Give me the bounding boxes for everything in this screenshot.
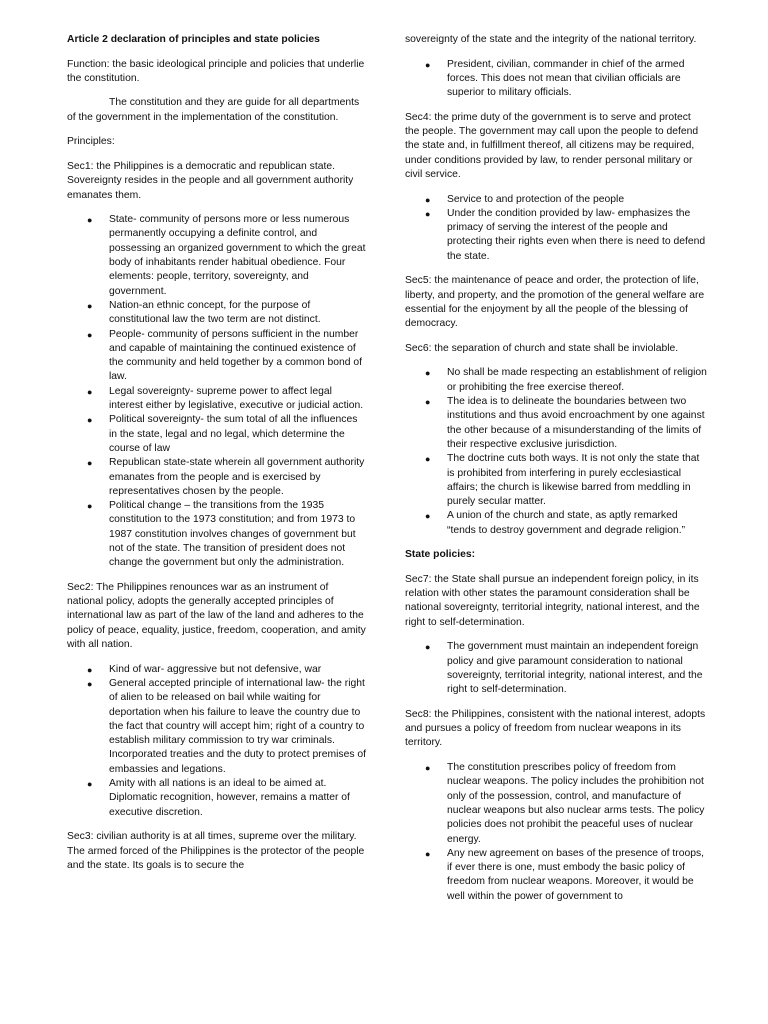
bullet-icon: ●	[87, 415, 93, 426]
list-item-text: Amity with all nations is an ideal to be aimed at. Diplomatic recognition, however, remains a matter of executive discretion.	[109, 778, 350, 818]
sec2-list	[67, 663, 367, 820]
list-item	[67, 499, 367, 570]
list-item-text: The government must maintain an independent foreign policy and give paramount consideration to national sovereignty, territorial integrity, national interest, and the right to self-determination.	[447, 641, 703, 696]
list-item	[405, 207, 707, 264]
list-item	[67, 677, 367, 777]
list-item-text: State- community of persons more or less numerous permanently occupying a definite control, and possessing an organized government to which the great body of inhabitants render habitual obedience. Four elements: people, territory, sovereignty, and government.	[109, 214, 366, 297]
list-item-text: Kind of war- aggressive but not defensive, war	[109, 663, 322, 675]
list-item-text: Political change – the transitions from the 1935 constitution to the 1973 constitution; and from 1973 to 1987 constitution involves changes of government but not of the state. The transition of president does not change the government but only the administration.	[109, 500, 356, 569]
list-item-text: General accepted principle of international law- the right of alien to be released on bail while waiting for deportation when his failure to leave the country due to the fact that country will accept him; right of a country to establish military commission to try war criminals. Incorporated treaties and the duty to protect premises of embassies and legations.	[109, 677, 367, 775]
document-title: Article 2 declaration of principles and state policies	[67, 34, 320, 45]
sec3-continuation: sovereignty of the state and the integrity of the national territory.	[405, 34, 697, 45]
list-item	[405, 58, 707, 101]
list-item-text: A union of the church and state, as aptly remarked “tends to destroy government and degrade religion.”	[447, 510, 686, 536]
list-item	[67, 328, 367, 385]
list-item	[405, 509, 707, 538]
bullet-icon: ●	[87, 386, 93, 397]
sec1-paragraph: Sec1: the Philippines is a democratic and republican state. Sovereignty resides in the people and all government authority emanates them.	[67, 160, 354, 201]
list-item	[67, 413, 367, 456]
list-item-text: People- community of persons sufficient in the number and capable of maintaining the continued existence of the community and held together by a common bond of law.	[109, 328, 362, 383]
list-item	[405, 847, 707, 904]
bullet-icon: ●	[425, 59, 431, 70]
bullet-icon: ●	[87, 458, 93, 469]
bullet-icon: ●	[425, 763, 431, 774]
list-item-text: Under the condition provided by law- emphasizes the primacy of serving the interest of the people and protecting their rights even when there is need to defend the state.	[447, 207, 706, 262]
sec4-paragraph: Sec4: the prime duty of the government is to serve and protect the people. The government may call upon the people to defend the state and, in fulfillment thereof, all citizens may be required, under conditions provided by law, to render personal military or civil service.	[405, 111, 699, 180]
bullet-icon: ●	[425, 848, 431, 859]
list-item-text: President, civilian, commander in chief of the armed forces. This does not mean that civilian officials are superior to military officials.	[447, 58, 685, 99]
bullet-icon: ●	[425, 454, 431, 465]
list-item	[405, 366, 707, 395]
list-item	[405, 395, 707, 452]
list-item-text: Legal sovereignty- supreme power to affect legal interest either by legislative, executive or judicial action.	[109, 385, 364, 412]
sec7-paragraph: Sec7: the State shall pursue an independent foreign policy, in its relation with other states the paramount consideration shall be national sovereignty, territorial integrity, national interest, and the right to self-determination.	[405, 573, 700, 628]
list-item	[67, 456, 367, 499]
list-item	[67, 385, 367, 414]
list-item-text: Republican state-state wherein all government authority emanates from the people and is exercised by representatives chosen by the people.	[109, 457, 365, 497]
sec8-paragraph: Sec8: the Philippines, consistent with the national interest, adopts and pursues a policy of freedom from nuclear weapons in its territory.	[405, 708, 706, 749]
sec8-list	[405, 761, 707, 904]
bullet-icon: ●	[425, 208, 431, 219]
list-item-text: No shall be made respecting an establishment of religion or prohibiting the free exercise thereof.	[447, 367, 707, 393]
list-item-text: The idea is to delineate the boundaries between two institutions and thus avoid encroachment by one against the other because of a misunderstanding of the limits of their respective exclusive jurisdiction.	[447, 396, 705, 450]
list-item-text: The doctrine cuts both ways. It is not only the state that is prohibited from interfering in purely ecclesiastical affairs; the church is likewise barred from meddling in purely secular matter.	[447, 453, 700, 508]
right-column	[405, 33, 707, 914]
sec3-paragraph: Sec3: civilian authority is at all times, supreme over the military. The armed forced of the Philippines is the protector of the people and the state. Its goals is to secure the	[67, 831, 365, 871]
sec5-paragraph: Sec5: the maintenance of peace and order, the protection of life, liberty, and property, and the promotion of the general welfare are essential for the enjoyment by all the people of the blessing of democracy.	[405, 275, 705, 330]
bullet-icon: ●	[425, 511, 431, 522]
list-item	[405, 452, 707, 509]
bullet-icon: ●	[87, 501, 93, 512]
bullet-icon: ●	[87, 329, 93, 340]
sec1-list	[67, 213, 367, 570]
bullet-icon: ●	[425, 368, 431, 379]
sec6-list	[405, 366, 707, 538]
list-item-text: Any new agreement on bases of the presence of troops, if ever there is one, must embody the basic policy of freedom from nuclear weapons. Moreover, it would be well within the power of government to	[447, 847, 705, 902]
list-item	[67, 777, 367, 820]
bullet-icon: ●	[87, 300, 93, 311]
bullet-icon: ●	[87, 215, 93, 226]
guide-paragraph: The constitution and they are guide for all departments of the government in the implementation of the constitution.	[67, 97, 360, 123]
sec7-list	[405, 640, 707, 697]
left-column	[67, 33, 367, 883]
bullet-icon: ●	[425, 194, 431, 205]
list-item-text: The constitution prescribes policy of freedom from nuclear weapons. The policy includes the prohibition not only of the possession, control, and manufacture of nuclear weapons but also nuclear arms tests. The policy policies does not prohibit the peaceful uses of nuclear energy.	[447, 762, 705, 845]
sec6-paragraph: Sec6: the separation of church and state shall be inviolable.	[405, 342, 679, 354]
function-paragraph: Function: the basic ideological principle and policies that underlie the constitution.	[67, 58, 365, 84]
bullet-icon: ●	[87, 664, 93, 675]
state-policies-heading: State policies:	[405, 549, 476, 561]
bullet-icon: ●	[87, 779, 93, 790]
sec2-paragraph: Sec2: The Philippines renounces war as an instrument of national policy, adopts the generally accepted principles of international law as part of the law of the land and adheres to the policy of peace, equality, justice, freedom, cooperation, and amity with all nation.	[67, 581, 366, 651]
list-item	[67, 299, 367, 328]
list-item	[405, 193, 707, 207]
bullet-icon: ●	[87, 678, 93, 689]
list-item-text: Nation-an ethnic concept, for the purpose of constitutional law the two term are not distinct.	[109, 299, 321, 326]
list-item	[405, 640, 707, 697]
sec4-list	[405, 193, 707, 264]
bullet-icon: ●	[425, 397, 431, 408]
bullet-icon: ●	[425, 642, 431, 653]
principles-heading: Principles:	[67, 136, 115, 148]
list-item	[67, 663, 367, 677]
list-item-text: Political sovereignty- the sum total of all the influences in the state, legal and no legal, which determine the course of law	[109, 414, 358, 454]
sec3-list	[405, 58, 707, 101]
list-item-text: Service to and protection of the people	[447, 193, 625, 205]
list-item	[67, 213, 367, 299]
list-item	[405, 761, 707, 847]
